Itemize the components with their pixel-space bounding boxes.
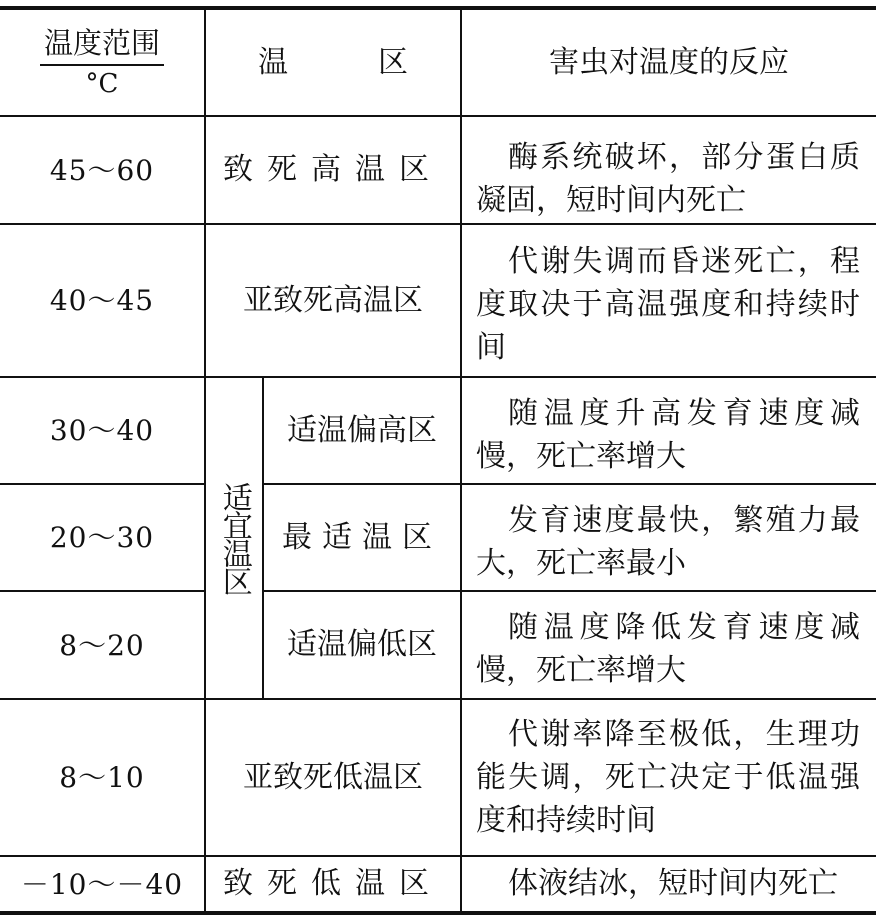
range-cell: 8～10 [59, 761, 145, 794]
zone-cell: 适温偏高区 [287, 412, 437, 448]
suitable-zone-group-label: 适宜温区 [216, 482, 252, 594]
range-cell: 40～45 [49, 284, 155, 317]
zone-cell: 最适温区 [282, 519, 442, 555]
header-zone-label: 温 区 [258, 44, 408, 80]
zone-cell: 致死高温区 [223, 152, 443, 188]
response-cell: 随温度升高发育速度减慢，死亡率增大 [476, 396, 860, 474]
zone-cell: 致死低温区 [223, 866, 443, 902]
rule-col [460, 8, 462, 914]
response-cell: 代谢率降至极低，生理功能失调，死亡决定于低温强度和持续时间 [476, 717, 860, 838]
zone-cell: 适温偏低区 [287, 627, 437, 663]
header-response-label: 害虫对温度的反应 [549, 44, 789, 80]
header-range-label: 温度范围 [40, 25, 164, 66]
range-cell: 45～60 [49, 153, 155, 187]
header-temperature-range [0, 10, 204, 115]
rule-bottom [0, 911, 876, 915]
response-cell: 体液结冰，短时间内死亡 [508, 866, 838, 901]
range-cell: 20～30 [49, 521, 155, 554]
response-cell: 随温度降低发育速度减慢，死亡率增大 [476, 610, 860, 688]
zone-cell: 亚致死高温区 [243, 282, 423, 318]
response-cell: 酶系统破坏，部分蛋白质凝固，短时间内死亡 [476, 140, 860, 218]
range-cell: －10～－40 [20, 867, 184, 901]
response-cell: 代谢失调而昏迷死亡，程度取决于高温强度和持续时间 [476, 244, 860, 365]
range-cell: 30～40 [49, 414, 155, 447]
header-zone [206, 10, 460, 115]
header-response [462, 10, 876, 115]
range-cell: 8～20 [59, 628, 145, 662]
zone-cell: 亚致死低温区 [243, 759, 423, 795]
response-cell: 发育速度最快，繁殖力最大，死亡率最小 [476, 503, 860, 581]
header-range-unit: °C [85, 68, 119, 99]
